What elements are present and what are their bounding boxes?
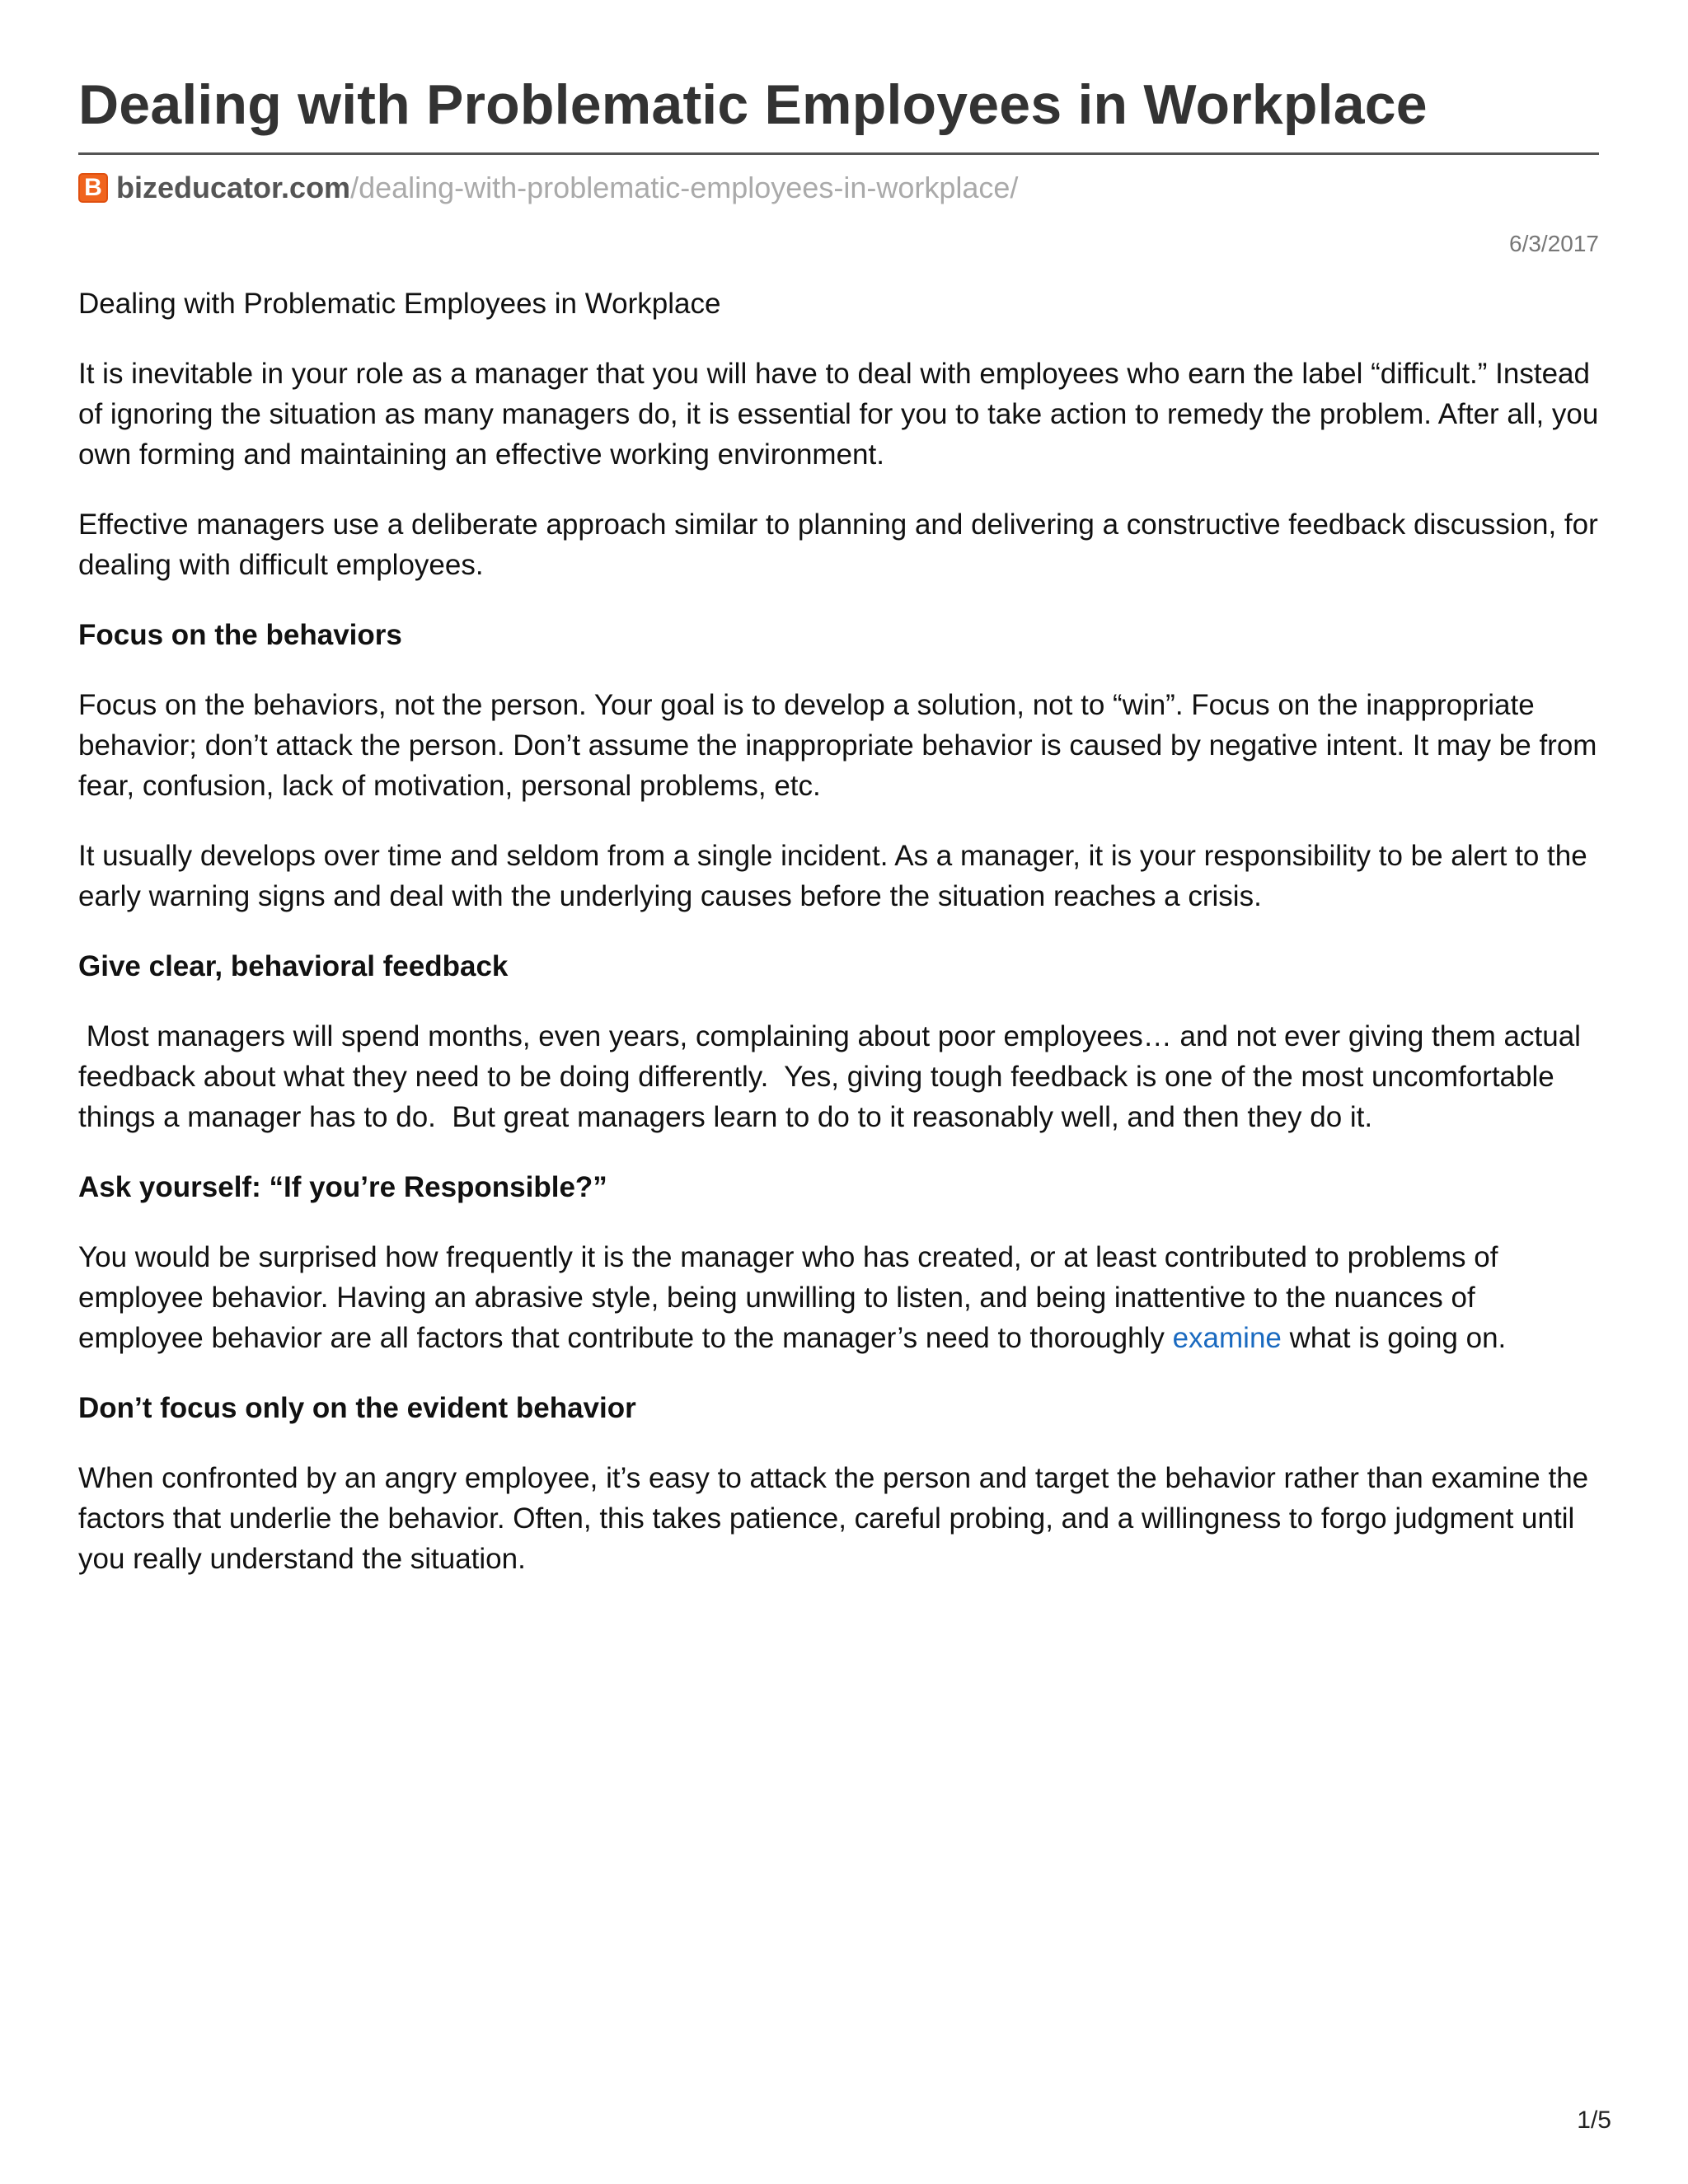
- article-body: [78, 284, 1599, 1579]
- paragraph-7: When confronted by an angry employee, it’s easy to attack the person and target the behavior rather than examine the factors that underlie the behavior. Often, this takes patience, careful probing, and a willingness to forgo judgment until you really understand the situation.: [78, 1461, 1589, 1575]
- source-domain[interactable]: bizeducator.com: [116, 170, 351, 204]
- section-heading-focus-behaviors: Focus on the behaviors: [78, 618, 402, 651]
- source-path[interactable]: /dealing-with-problematic-employees-in-workplace/: [350, 170, 1019, 204]
- paragraph-1: It is inevitable in your role as a manager that you will have to deal with employees who earn the label “difficult.” Instead of ignoring the situation as many managers do, it is essential for you to take action to remedy the problem. After all, you own forming and maintaining an effective working environment.: [78, 357, 1599, 471]
- paragraph-6-tail: what is going on.: [1281, 1321, 1507, 1354]
- page-number: 1/5: [1577, 2107, 1611, 2134]
- paragraph-6: [78, 1237, 1599, 1358]
- section-heading-clear-feedback: Give clear, behavioral feedback: [78, 949, 509, 982]
- blogger-icon: B: [78, 173, 108, 203]
- paragraph-5: Most managers will spend months, even years, complaining about poor employees… and not ever giving them actual feedback about what they need to be doing differently. Yes, giving tough feedback is one of the most uncomfortable things a manager has to do. But great managers learn to do to it reasonably well, and then they do it.: [78, 1019, 1589, 1133]
- intro-title: Dealing with Problematic Employees in Workplace: [78, 287, 721, 320]
- paragraph-3: Focus on the behaviors, not the person. Your goal is to develop a solution, not to “win”. Focus on the inappropriate behavior; don’t attack the person. Don’t assume the inappropriate behavior is caused by negative intent. It may be from fear, confusion, lack of motivation, personal problems, etc.: [78, 688, 1597, 802]
- document-page: [78, 74, 1599, 1609]
- page-title: Dealing with Problematic Employees in Workplace: [78, 73, 1428, 136]
- paragraph-4: It usually develops over time and seldom from a single incident. As a manager, it is your responsibility to be alert to the early warning signs and deal with the underlying causes before the situation reaches a crisis.: [78, 839, 1587, 912]
- examine-link[interactable]: examine: [1172, 1321, 1282, 1354]
- title-divider: [78, 152, 1599, 155]
- paragraph-6-text: You would be surprised how frequently it is the manager who has created, or at least contributed to problems of employee behavior. Having an abrasive style, being unwilling to listen, and being inattentive to the nuances of employee behavior are all factors that contribute to the manager’s need to thoroughly: [78, 1240, 1498, 1354]
- section-heading-evident-behavior: Don’t focus only on the evident behavior: [78, 1391, 636, 1424]
- paragraph-2: Effective managers use a deliberate approach similar to planning and delivering a constructive feedback discussion, for dealing with difficult employees.: [78, 508, 1598, 581]
- section-heading-ask-yourself: Ask yourself: “If you’re Responsible?”: [78, 1170, 607, 1203]
- publish-date: 6/3/2017: [1509, 230, 1599, 256]
- source-line: [78, 170, 1599, 206]
